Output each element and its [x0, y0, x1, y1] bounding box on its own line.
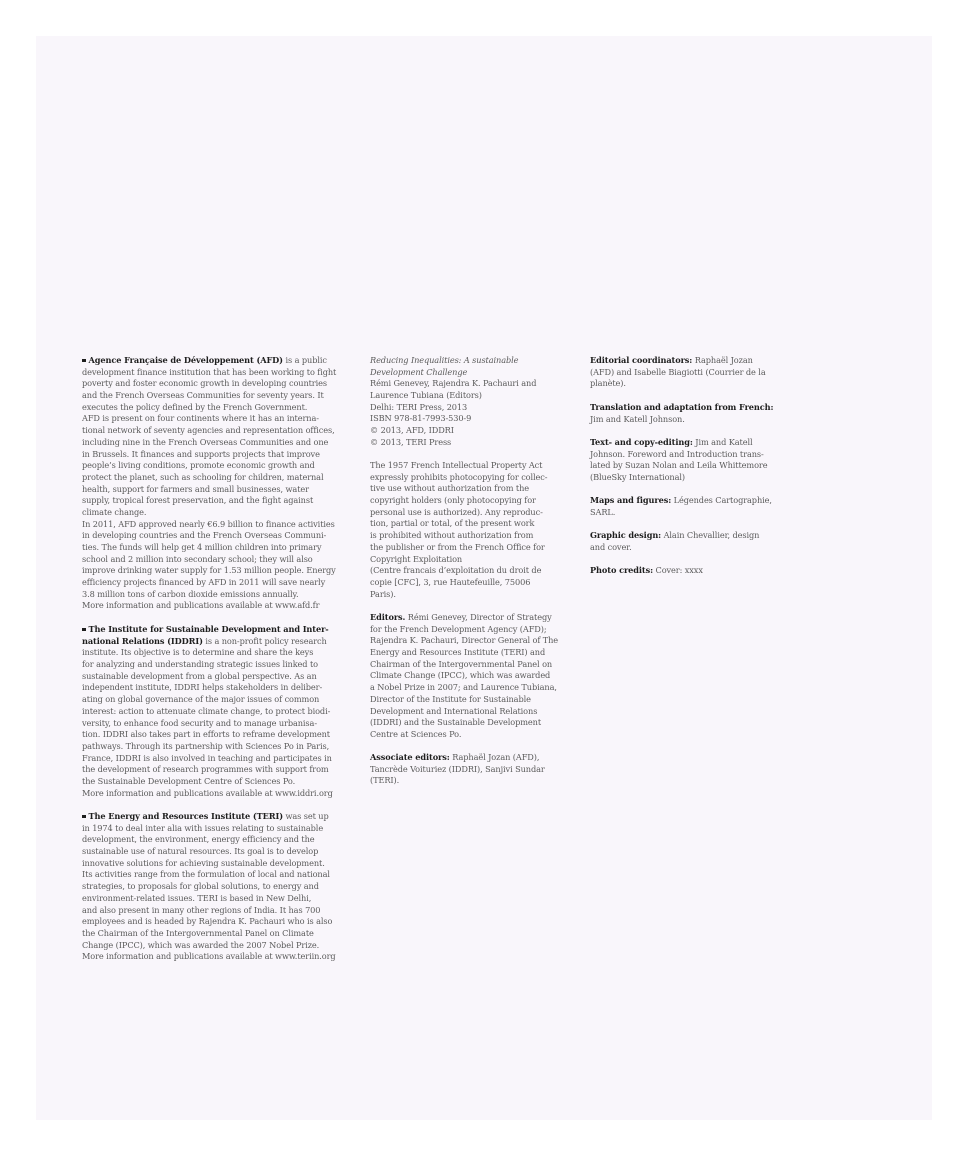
body-text: Rémi Genevey, Rajendra K. Pachauri and — [370, 378, 537, 389]
body-text: Chairman of the Intergovernmental Panel on — [370, 658, 553, 669]
body-text: (Centre francais d’exploitation du droit de — [370, 565, 542, 576]
bullet-icon — [82, 628, 86, 632]
col3-block — [590, 565, 703, 577]
body-text: and cover. — [590, 541, 632, 552]
col2-block — [370, 355, 536, 449]
text-line — [370, 460, 547, 472]
body-text: including nine in the French Overseas Communities and one — [82, 436, 329, 447]
body-text: Laurence Tubiana (Editors) — [370, 390, 482, 401]
text-line — [82, 729, 333, 741]
col1-block — [82, 355, 336, 612]
body-text: and also present in many other regions of India. It has 700 — [82, 904, 321, 915]
text-line — [370, 624, 558, 636]
body-text: In 2011, AFD approved nearly €6.9 billion to finance activities — [82, 518, 335, 529]
body-text: is a public — [282, 355, 327, 365]
text-line — [82, 367, 336, 379]
body-text: planète). — [590, 378, 626, 389]
body-text: Légendes Cartographie, — [671, 495, 772, 505]
body-text: people’s living conditions, promote economic growth and — [82, 460, 315, 471]
text-line — [370, 495, 547, 507]
text-line — [82, 519, 336, 531]
body-text: AFD is present on four continents where it has an interna- — [82, 413, 319, 424]
body-text: Its activities range from the formulation of local and national — [82, 869, 330, 880]
body-text: © 2013, AFD, IDDRI — [370, 425, 454, 436]
body-text: SARL. — [590, 506, 616, 517]
body-text: in Brussels. It finances and supports projects that improve — [82, 448, 320, 459]
lead-heading: The Institute for Sustainable Development and Inter- — [88, 624, 329, 634]
body-text: a Nobel Prize in 2007; and Laurence Tubiana, — [370, 682, 557, 693]
body-text: poverty and foster economic growth in developing countries — [82, 378, 327, 389]
text-line — [370, 472, 547, 484]
lead-heading: Editors. — [370, 612, 406, 622]
body-text: (TERI). — [370, 775, 400, 786]
text-line — [82, 636, 333, 648]
lead-heading: Agence Française de Développement (AFD) — [88, 355, 283, 365]
text-line — [590, 378, 766, 390]
body-text: employees and is headed by Rajendra K. Pachauri who is also — [82, 916, 333, 927]
text-line — [82, 390, 336, 402]
text-line — [370, 542, 547, 554]
text-line — [370, 507, 547, 519]
body-text: Climate Change (IPCC), which was awarded — [370, 670, 551, 681]
body-text: development, the environment, energy efficiency and the — [82, 834, 315, 845]
body-text: 3.8 million tons of carbon dioxide emissions annually. — [82, 588, 299, 599]
body-text: efficiency projects financed by AFD in 2011 will save nearly — [82, 577, 326, 588]
body-text: versity, to enhance food security and to manage urbanisa- — [82, 717, 317, 728]
text-line — [370, 694, 558, 706]
text-line — [370, 378, 536, 390]
text-line — [82, 624, 333, 636]
col2-block — [370, 752, 545, 787]
text-line — [590, 414, 773, 426]
body-text: tional network of seventy agencies and representation offices, — [82, 425, 335, 436]
col3-block — [590, 402, 773, 425]
col3-block — [590, 437, 767, 484]
body-text: is a non-profit policy research — [202, 635, 327, 646]
body-text: the Chairman of the Intergovernmental Panel on Climate — [82, 927, 314, 938]
text-line — [370, 402, 536, 414]
text-line — [590, 367, 766, 379]
body-text: More information and publications available at www.teriin.org — [82, 951, 336, 962]
text-line — [82, 706, 333, 718]
text-line — [82, 460, 336, 472]
text-line — [82, 355, 336, 367]
body-text: executes the policy defined by the French Government. — [82, 401, 308, 412]
text-line — [590, 355, 766, 367]
text-line — [82, 869, 336, 881]
body-text: for the French Development Agency (AFD); — [370, 623, 547, 634]
body-text: France, IDDRI is also involved in teaching and participates in — [82, 752, 332, 763]
body-text: the development of research programmes with support from — [82, 764, 329, 775]
body-text: Delhi: TERI Press, 2013 — [370, 401, 468, 412]
body-text: Raphaël Jozan — [692, 355, 753, 365]
italic-title-line — [370, 355, 536, 367]
text-line — [82, 413, 336, 425]
text-line — [370, 565, 547, 577]
body-text: Jim and Katell — [692, 437, 753, 447]
text-line — [82, 753, 333, 765]
body-text: innovative solutions for achieving sustainable development. — [82, 857, 325, 868]
body-text: interest: action to attenuate climate change, to protect biodi- — [82, 705, 331, 716]
body-text: strategies, to proposals for global solutions, to energy and — [82, 881, 319, 892]
body-text: The 1957 French Intellectual Property Act — [370, 460, 543, 470]
body-text: development finance institution that has been working to fight — [82, 366, 337, 377]
body-text: Director of the Institute for Sustainable — [370, 693, 531, 704]
text-line — [370, 437, 536, 449]
text-line — [370, 425, 536, 437]
text-line — [82, 764, 333, 776]
body-text: sustainable use of natural resources. Its goal is to develop — [82, 846, 319, 857]
col3-block — [590, 355, 766, 390]
body-text: institute. Its objective is to determine and share the keys — [82, 647, 314, 658]
text-line — [370, 682, 558, 694]
body-text: improve drinking water supply for 1.53 million people. Energy — [82, 565, 336, 576]
body-text: copie [CFC], 3, rue Hautefeuille, 75006 — [370, 576, 531, 587]
body-text: © 2013, TERI Press — [370, 436, 452, 447]
text-line — [370, 635, 558, 647]
body-text: ties. The funds will help get 4 million children into primary — [82, 542, 322, 552]
text-line — [82, 834, 336, 846]
body-text: Raphaël Jozan (AFD), — [449, 752, 540, 762]
text-line — [82, 589, 336, 601]
body-text: Development and International Relations — [370, 705, 538, 716]
body-text: Johnson. Foreword and Introduction trans- — [590, 448, 764, 459]
body-text: expressly prohibits photocopying for collec- — [370, 471, 548, 482]
body-text: lated by Suzan Nolan and Leila Whittemore — [590, 460, 768, 471]
text-line — [82, 402, 336, 414]
lead-heading: Translation and adaptation from French: — [590, 402, 774, 412]
text-line — [82, 682, 333, 694]
text-line — [82, 449, 336, 461]
body-text: independent institute, IDDRI helps stakeholders in deliber- — [82, 682, 323, 693]
body-text: More information and publications available at www.iddri.org — [82, 787, 333, 798]
body-text: (IDDRI) and the Sustainable Development — [370, 717, 542, 728]
body-text: ISBN 978-81-7993-530-9 — [370, 413, 472, 424]
text-line — [370, 752, 545, 764]
body-text: ating on global governance of the major issues of common — [82, 694, 320, 705]
body-text: for analyzing and understanding strategic issues linked to — [82, 659, 318, 670]
text-line — [590, 542, 759, 554]
body-text: Paris). — [370, 588, 396, 599]
text-line — [590, 530, 759, 542]
text-line — [370, 518, 547, 530]
lead-heading: The Energy and Resources Institute (TERI) — [88, 811, 283, 821]
body-text: personal use is authorized). Any reproduc- — [370, 506, 543, 517]
text-line — [590, 402, 773, 414]
text-line — [370, 483, 547, 495]
col1-block — [82, 811, 336, 963]
text-line — [82, 671, 333, 683]
text-line — [370, 530, 547, 542]
col2-block — [370, 460, 547, 600]
body-text: Rémi Genevey, Director of Strategy — [405, 612, 552, 622]
text-line — [82, 718, 333, 730]
body-text: copyright holders (only photocopying for — [370, 495, 536, 506]
text-line — [82, 893, 336, 905]
body-text: tive use without authorization from the — [370, 483, 530, 494]
text-line — [370, 670, 558, 682]
bullet-icon — [82, 359, 86, 363]
text-line — [370, 729, 558, 741]
col3-block — [590, 495, 772, 518]
body-text: climate change. — [82, 506, 147, 517]
body-text: Jim and Katell Johnson. — [590, 413, 685, 424]
text-line — [82, 916, 336, 928]
text-line — [82, 425, 336, 437]
text-line — [370, 612, 558, 624]
text-line — [82, 940, 336, 952]
text-line — [82, 437, 336, 449]
lead-heading: Text- and copy-editing: — [590, 437, 693, 447]
body-text: Energy and Resources Institute (TERI) and — [370, 647, 546, 658]
body-text: the publisher or from the French Office for — [370, 541, 545, 552]
text-line — [82, 565, 336, 577]
text-line — [82, 484, 336, 496]
text-line — [370, 775, 545, 787]
book-title: Reducing Inequalities: A sustainable — [370, 355, 519, 365]
text-line — [370, 647, 558, 659]
body-text: and the French Overseas Communities for seventy years. It — [82, 390, 324, 401]
text-line — [82, 788, 333, 800]
body-text: tion, partial or total, of the present work — [370, 518, 535, 529]
lead-heading: Graphic design: — [590, 530, 662, 540]
body-text: Cover: xxxx — [653, 565, 703, 575]
body-text: supply, tropical forest preservation, and the fight against — [82, 495, 314, 506]
text-line — [590, 495, 772, 507]
text-line — [82, 881, 336, 893]
book-title: Development Challenge — [370, 366, 468, 377]
body-text: Tancrède Voituriez (IDDRI), Sanjivi Sundar — [370, 763, 545, 774]
body-text: health, support for farmers and small businesses, water — [82, 483, 309, 494]
col1-block — [82, 624, 333, 799]
text-line — [82, 530, 336, 542]
body-text: Centre at Sciences Po. — [370, 728, 462, 739]
text-line — [370, 390, 536, 402]
text-line — [82, 811, 336, 823]
text-line — [82, 647, 333, 659]
text-line — [590, 507, 772, 519]
text-line — [370, 764, 545, 776]
text-line — [370, 717, 558, 729]
body-text: in developing countries and the French Overseas Communi- — [82, 530, 327, 541]
bullet-icon — [82, 815, 86, 819]
text-line — [82, 694, 333, 706]
text-line — [82, 776, 333, 788]
text-line — [82, 507, 336, 519]
body-text: sustainable development from a global perspective. As an — [82, 670, 317, 681]
body-text: in 1974 to deal inter alia with issues relating to sustainable — [82, 822, 324, 833]
text-line — [82, 472, 336, 484]
lead-heading: Maps and figures: — [590, 495, 672, 505]
body-text: pathways. Through its partnership with Sciences Po in Paris, — [82, 740, 330, 751]
body-text: (AFD) and Isabelle Biagiotti (Courrier de la — [590, 366, 766, 377]
text-line — [370, 413, 536, 425]
text-line — [590, 460, 767, 472]
body-text: Alain Chevallier, design — [661, 530, 760, 540]
lead-heading: Associate editors: — [370, 752, 450, 762]
text-line — [82, 378, 336, 390]
body-text: was set up — [282, 811, 329, 821]
text-line — [82, 951, 336, 963]
text-line — [82, 741, 333, 753]
text-line — [370, 554, 547, 566]
text-line — [370, 706, 558, 718]
text-line — [82, 554, 336, 566]
body-text: Change (IPCC), which was awarded the 2007 Nobel Prize. — [82, 939, 320, 950]
body-text: school and 2 million into secondary school; they will also — [82, 553, 313, 564]
text-line — [590, 472, 767, 484]
text-line — [82, 542, 336, 554]
body-text: More information and publications available at www.afd.fr — [82, 600, 320, 611]
text-line — [590, 449, 767, 461]
body-text: protect the planet, such as schooling for children, maternal — [82, 471, 324, 482]
lead-heading: national Relations (IDDRI) — [82, 635, 203, 646]
text-line — [82, 846, 336, 858]
body-text: tion. IDDRI also takes part in efforts to reframe development — [82, 729, 331, 740]
text-line — [82, 495, 336, 507]
text-line — [82, 928, 336, 940]
text-line — [590, 437, 767, 449]
text-line — [82, 600, 336, 612]
text-line — [82, 577, 336, 589]
italic-title-line — [370, 367, 536, 379]
text-line — [82, 823, 336, 835]
text-line — [82, 905, 336, 917]
body-text: (BlueSky International) — [590, 472, 685, 483]
lead-heading: Photo credits: — [590, 565, 654, 575]
body-text: Rajendra K. Pachauri, Director General of The — [370, 635, 559, 646]
text-line — [590, 565, 703, 577]
body-text: is prohibited without authorization from — [370, 530, 534, 541]
lead-heading: Editorial coordinators: — [590, 355, 693, 365]
text-line — [82, 659, 333, 671]
body-text: environment-related issues. TERI is based in New Delhi, — [82, 892, 312, 903]
text-line — [370, 589, 547, 601]
col3-block — [590, 530, 759, 553]
text-line — [82, 858, 336, 870]
text-line — [370, 659, 558, 671]
body-text: the Sustainable Development Centre of Sciences Po. — [82, 775, 296, 786]
text-line — [370, 577, 547, 589]
col2-block — [370, 612, 558, 741]
body-text: Copyright Exploitation — [370, 553, 463, 564]
